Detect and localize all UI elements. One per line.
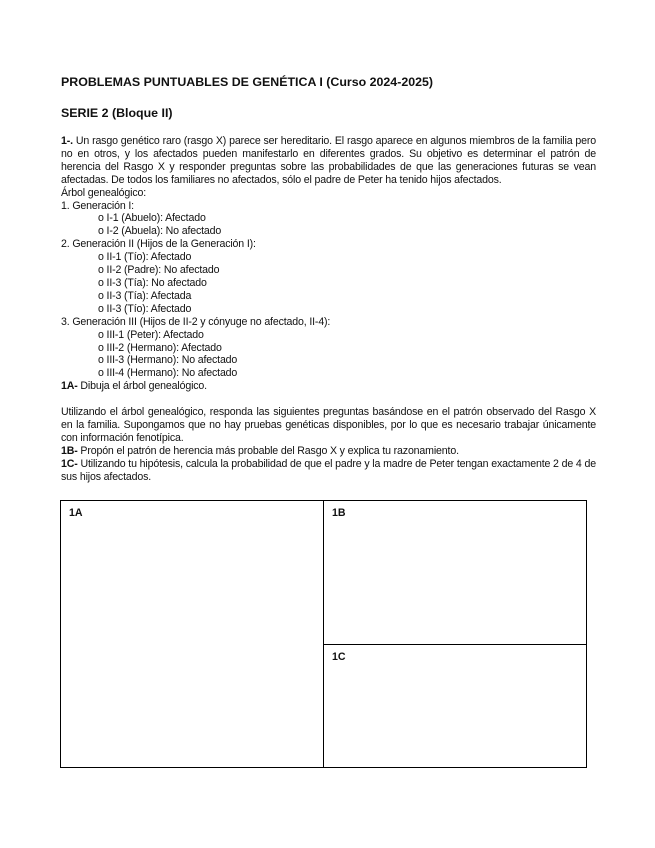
- spacer: [61, 393, 596, 406]
- generation-member: o III-3 (Hermano): No afectado: [98, 354, 238, 367]
- problem-number: 1-.: [61, 135, 73, 147]
- answer-box-1c[interactable]: [324, 645, 586, 767]
- question-1b-text: Propón el patrón de herencia más probable del Rasgo X y explica tu razonamiento.: [77, 444, 459, 457]
- question-1c: [61, 458, 596, 484]
- problem-intro-text: Un rasgo genético raro (rasgo X) parece ser hereditario. El rasgo aparece en algunos miembros de la familia pero no en otros, y los afectados pueden manifestarlo en diferentes grados. Su objetivo es determinar el patrón de herencia del Rasgo X y responder preguntas sobre las probabilidades de que las generaciones futuras se vean afectadas. De todos los familiares no afectados, sólo el padre de Peter ha tenido hijos afectados.: [61, 135, 596, 186]
- question-1a-text: Dibuja el árbol genealógico.: [77, 380, 207, 393]
- question-1b: [61, 445, 596, 458]
- question-1a: [61, 380, 596, 393]
- answer-box-1a[interactable]: [61, 501, 324, 767]
- answer-box-label: 1B: [332, 507, 346, 519]
- generation-member: o II-3 (Tía): No afectado: [98, 276, 207, 289]
- question-1c-label: 1C-: [61, 457, 78, 470]
- generation-member: o I-1 (Abuelo): Afectado: [98, 212, 206, 225]
- question-1b-label: 1B-: [61, 444, 78, 457]
- answer-box-label: 1C: [332, 651, 346, 663]
- problem-body: [61, 135, 596, 484]
- generation-member: o I-2 (Abuela): No afectado: [98, 225, 222, 238]
- generation-member: o II-3 (Tía): Afectada: [98, 289, 192, 302]
- generation-member: o III-2 (Hermano): Afectado: [98, 341, 222, 354]
- generation-heading: 2. Generación II (Hijos de la Generación I):: [61, 238, 256, 251]
- generation-heading: 1. Generación I:: [61, 199, 134, 212]
- generation-member: o II-3 (Tío): Afectado: [98, 302, 192, 315]
- generation-member: o II-1 (Tío): Afectado: [98, 251, 192, 264]
- instructions: Utilizando el árbol genealógico, responda las siguientes preguntas basándose en el patrón observado del Rasgo X en la familia. Supongamos que no hay pruebas genéticas disponibles, por lo que es necesario trabajar únicamente con información fenotípica.: [61, 406, 596, 444]
- document-title: PROBLEMAS PUNTUABLES DE GENÉTICA I (Curso 2024-2025): [61, 75, 434, 89]
- question-1a-label: 1A-: [61, 380, 78, 393]
- generation-member: o III-4 (Hermano): No afectado: [98, 367, 238, 380]
- generation-member: o II-2 (Padre): No afectado: [98, 264, 220, 277]
- series-heading: SERIE 2 (Bloque II): [61, 106, 173, 120]
- question-1c-text: Utilizando tu hipótesis, calcula la probabilidad de que el padre y la madre de Peter tengan exactamente 2 de 4 de sus hijos afectados.: [61, 457, 596, 483]
- answer-grid: [60, 500, 587, 768]
- generation-heading: 3. Generación III (Hijos de II-2 y cónyuge no afectado, II-4):: [61, 315, 331, 328]
- problem-intro: [61, 135, 596, 187]
- answer-box-1b[interactable]: [324, 501, 586, 645]
- answer-box-label: 1A: [69, 507, 83, 519]
- tree-heading: Árbol genealógico:: [61, 186, 147, 199]
- generation-member: o III-1 (Peter): Afectado: [98, 328, 204, 341]
